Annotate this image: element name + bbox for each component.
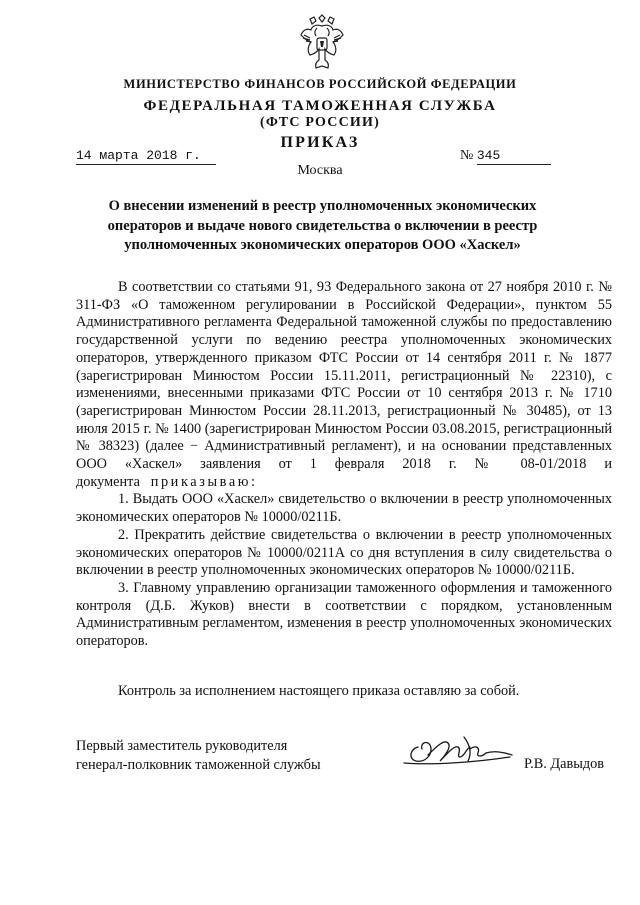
document-type: ПРИКАЗ [280,134,360,151]
service-abbreviation: (ФТС РОССИИ) [260,115,380,130]
number-sign: № [460,148,474,163]
service-name: ФЕДЕРАЛЬНАЯ ТАМОЖЕННАЯ СЛУЖБА [143,98,497,114]
ministry-name: МИНИСТЕРСТВО ФИНАНСОВ РОССИЙСКОЙ ФЕДЕРАЦИИ [123,77,517,91]
preamble-paragraph [76,279,612,491]
control-clause: Контроль за исполнением настоящего приказа оставляю за собой. [118,683,520,699]
signatory-name: Р.В. Давыдов [524,756,605,772]
order-subject: О внесении изменений в реестр уполномоченных экономических операторов и выдаче нового свидетельства о включении в реестр уполномоченных экономических операторов ООО «Хаскел» [107,198,538,253]
russian-coat-of-arms-icon [298,14,346,70]
preamble-text: В соответствии со статьями 91, 93 Федерального закона от 27 ноября 2010 г. № 311-ФЗ «О таможенном регулировании в Российской Федерации», пунктом 55 Административного регламента Федеральной таможенной службы по предоставлению государственной услуги по ведению реестра уполномоченных экономических операторов, утвержденного приказом ФТС России от 14 сентября 2011 г. № 1877 (зарегистрирован Минюстом России 15.11.2011, регистрационный № 22310), с изменениями, внесенными приказами ФТС России от 10 сентября 2013 г. № 1710 (зарегистрирован Минюстом России 28.11.2013, регистрационный № 30485), от 13 июля 2015 г. № 1400 (зарегистрирован Минюстом России 03.08.2015, регистрационный № 38323) (далее − Административный регламент), и на основании представленных ООО «Хаскел» заявления от 1 февраля 2018 г. № 08-01/2018 и документа [76,279,612,490]
order-word: приказываю: [150,473,258,490]
order-date: 14 марта 2018 г. [76,147,216,165]
order-item-1: 1. Выдать ООО «Хаскел» свидетельство о включении в реестр уполномоченных экономических операторов № 10000/0211Б. [76,491,612,526]
position-line-1: Первый заместитель руководителя [76,738,288,754]
order-item-3: 3. Главному управлению организации таможенного оформления и таможенного контроля (Д.Б. Жуков) внести в соответствии с порядком, установленным Административным регламентом, изменения в реестр уполномоченных экономических операторов. [76,579,612,650]
order-item-2: 2. Прекратить действие свидетельства о включении в реестр уполномоченных экономических операторов № 10000/0211А со дня вступления в силу свидетельства о включении в реестр уполномоченных экономических операторов № 10000/0211Б. [76,526,612,579]
order-number-value: 345 [477,147,551,165]
signatory-position [76,737,321,775]
position-line-2: генерал-полковник таможенной службы [76,757,321,773]
order-body [76,279,612,651]
city: Москва [297,163,343,178]
handwritten-signature [400,727,520,777]
